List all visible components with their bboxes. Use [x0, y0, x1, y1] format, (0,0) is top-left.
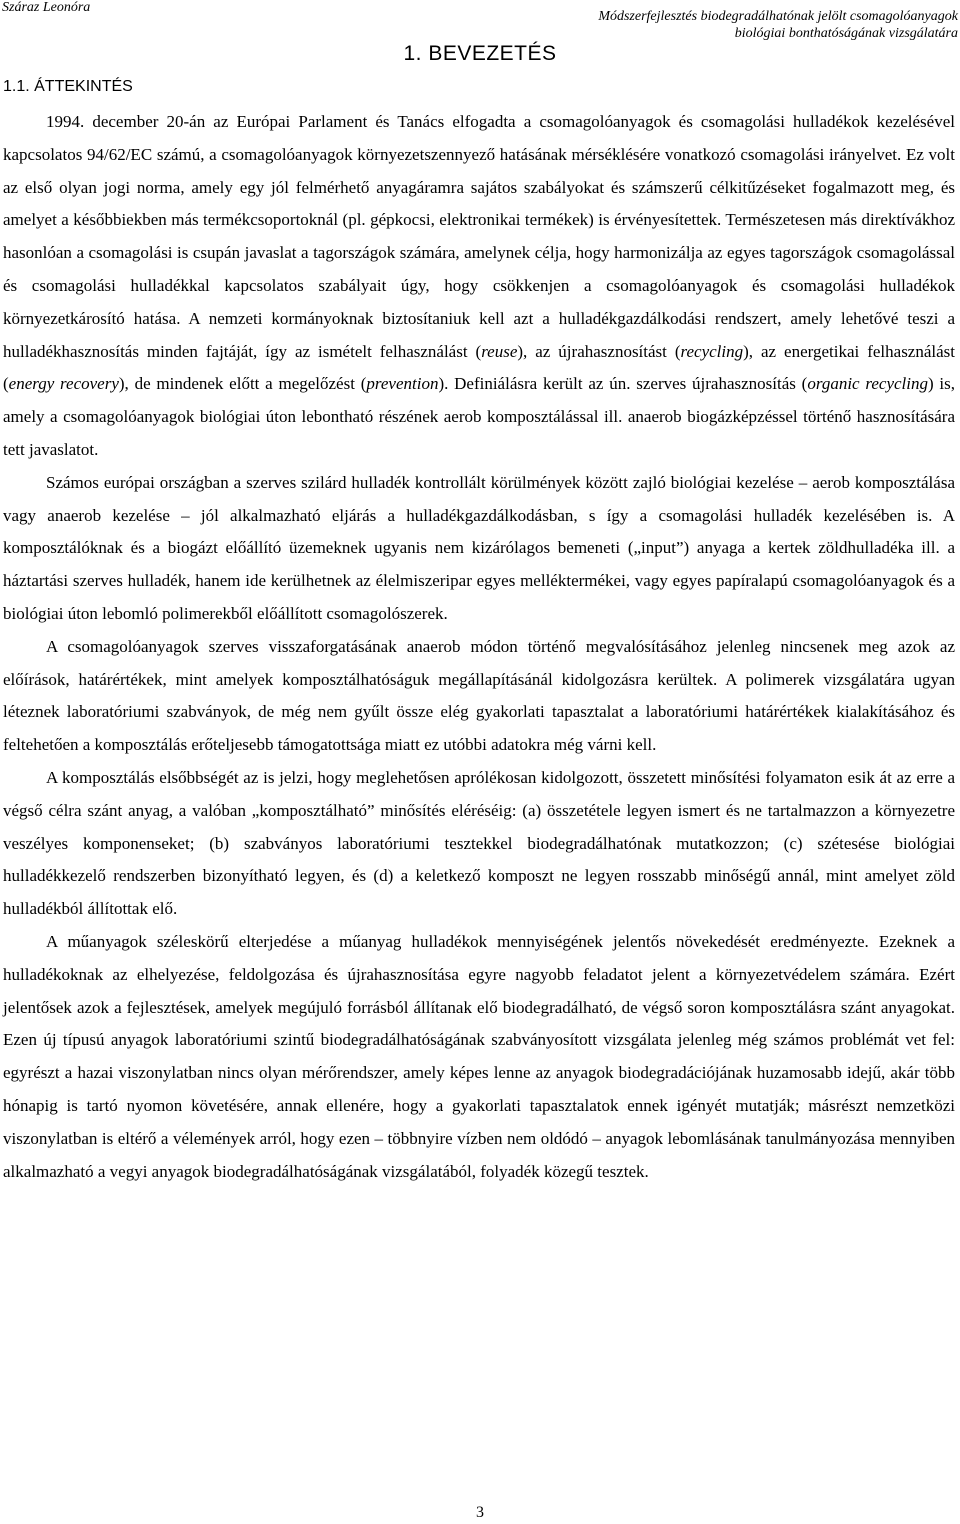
paragraph-1-text-6: ) is, amely a csomagolóanyagok biológiai úton lebontható részének aerob komposztálással ill. anaerob biogázképzéssel történő hasznosítására tett javaslatot.	[3, 374, 955, 459]
running-header-title-line-2: biológiai bonthatóságának vizsgálatára	[734, 26, 958, 41]
chapter-title: 1. BEVEZETÉS	[403, 42, 557, 65]
running-header-author: Száraz Leonóra	[2, 0, 91, 15]
page-number: 3	[476, 1504, 484, 1521]
paragraph-1-text-5: ). Definiálásra került az ún. szerves újrahasznosítás (	[438, 374, 808, 394]
paragraph-2: Számos európai országban a szerves szilárd hulladék kontrollált körülmények között zajló biológiai kezelése – aerob komposztálása vagy anaerob kezelése – jól alkalmazható eljárás a hulladékgazdálkodásban, s így a csomagolási hulladék kezelésében is. A komposztálóknak és a biogázt előállító üzemeknek ugyanis nem kizárólagos bemeneti („input”) anyaga a kertek zöldhulladéka ill. a háztartási szerves hulladék, hanem ide kerülhetnek az élelmiszeripar egyes melléktermékei, vagy egyes papíralapú csomagolóanyagok és a biológiai úton lebomló polimerekből előállított csomagolószerek.	[3, 472, 955, 623]
paragraph-1-text-1: 1994. december 20-án az Európai Parlament és Tanács elfogadta a csomagolóanyagok és csomagolási hulladékok kezelésével kapcsolatos 94/62/EC számú, a csomagolóanyagok környezetszennyező hatásának mérséklésére vonatkozó csomagolási irányelvet. Ez volt az első olyan jogi norma, amely egy jól felmérhető anyagáramra sajátos szabályokat és számszerű célkitűzéseket fogalmazott meg, és amelyet a későbbiekben más termékcsoportoknál (pl. gépkocsi, elektronikai termékek) is érvényesítettek. Természetesen más direktívákhoz hasonlóan a csomagolási is csupán javaslat a tagországok számára, amelynek célja, hogy harmonizálja az egyes tagországok csomagolással és csomagolási hulladékkal kapcsolatos szabályait úgy, hogy csökkenjen a csomagolóanyagok és csomagolási hulladékok környezetkárosító hatása. A nemzeti kormányoknak biztosítaniuk kell azt a hulladékgazdálkodási rendszert, amely lehetővé teszi a hulladékhasznosítás minden fajtáját, így az ismételt felhasználást (	[3, 112, 955, 361]
paragraph-1-term-recycling: recycling	[680, 341, 744, 361]
paragraph-3: A csomagolóanyagok szerves visszaforgatásának anaerob módon történő megvalósításához jelenleg nincsenek meg azok az előírások, határértékek, mint amelyek komposztálhatóságuk megállapításánál kidolgozásra kerültek. A polimerek vizsgálatára ugyan léteznek laboratóriumi szabványok, de még nem gyűlt össze elég gyakorlati tapasztalat a laboratóriumi határértékek kialakításához és feltehetően a komposztálás erőteljesebb támogatottsága miatt ez utóbbi adatokra még várni kell.	[3, 636, 955, 755]
body-text	[3, 106, 955, 1188]
paragraph-1-term-prevention: prevention	[366, 374, 439, 394]
paragraph-1-text-4: ), de mindenek előtt a megelőzést (	[118, 374, 367, 394]
running-header-title	[598, 8, 958, 42]
running-header-title-line-1: Módszerfejlesztés biodegradálhatónak jelölt csomagolóanyagok	[598, 9, 958, 24]
section-title: 1.1. ÁTTEKINTÉS	[3, 78, 133, 95]
paragraph-5: A műanyagok széleskörű elterjedése a műanyag hulladékok mennyiségének jelentős növekedését eredményezte. Ezeknek a hulladékoknak az elhelyezése, feldolgozása és újrahasznosítása egyre nagyobb feladatot jelent a környezetvédelem számára. Ezért jelentősek azok a fejlesztések, amelyek megújuló forrásból állítanak elő biodegradálható, de végső soron komposztálásra szánt anyagokat. Ezen új típusú anyagok laboratóriumi szintű biodegradálhatóságának szabványosított vizsgálata jelenleg még számos problémát vet fel: egyrészt a hazai viszonylatban nincs olyan mérőrendszer, amely képes lenne az anyagok biodegradációjának huzamosabb idejű, akár több hónapig is tartó nyomon követésére, annak ellenére, hogy a gyakorlati tapasztalatok ennek igényét mutatják; másrészt nemzetközi viszonylatban is eltérő a vélemények arról, hogy ezen – többnyire vízben nem oldódó – anyagok lebomlásának tanulmányozása mennyiben alkalmazható a vegyi anyagok biodegradálhatóságának vizsgálatából, folyadék közegű tesztek.	[3, 931, 955, 1181]
paragraph-4: A komposztálás elsőbbségét az is jelzi, hogy meglehetősen aprólékosan kidolgozott, összetett minősítési folyamaton esik át az erre a végső célra szánt anyag, a valóban „komposztálható” minősítés eléréséig: (a) összetétele legyen ismert és ne tartalmazzon a környezetre veszélyes komponenseket; (b) szabványos laboratóriumi tesztekkel biodegradálhatónak mutatkozzon; (c) szétesése biológiai hulladékkezelő rendszerben bizonyítható legyen, és (d) a keletkező komposzt ne legyen rosszabb minőségű annál, mint amelyet zöld hulladékból állítottak elő.	[3, 767, 955, 919]
paragraph-1-term-organic-recycling: organic recycling	[807, 374, 928, 394]
paragraph-1-text-3: ), az energetikai felhasználást (	[3, 341, 956, 394]
paragraph-1	[3, 106, 955, 467]
paragraph-1-text-2: ), az újrahasznosítást (	[517, 341, 681, 361]
paragraph-1-term-reuse: reuse	[481, 341, 518, 361]
paragraph-1-term-energy-recovery: energy recovery	[8, 374, 119, 394]
